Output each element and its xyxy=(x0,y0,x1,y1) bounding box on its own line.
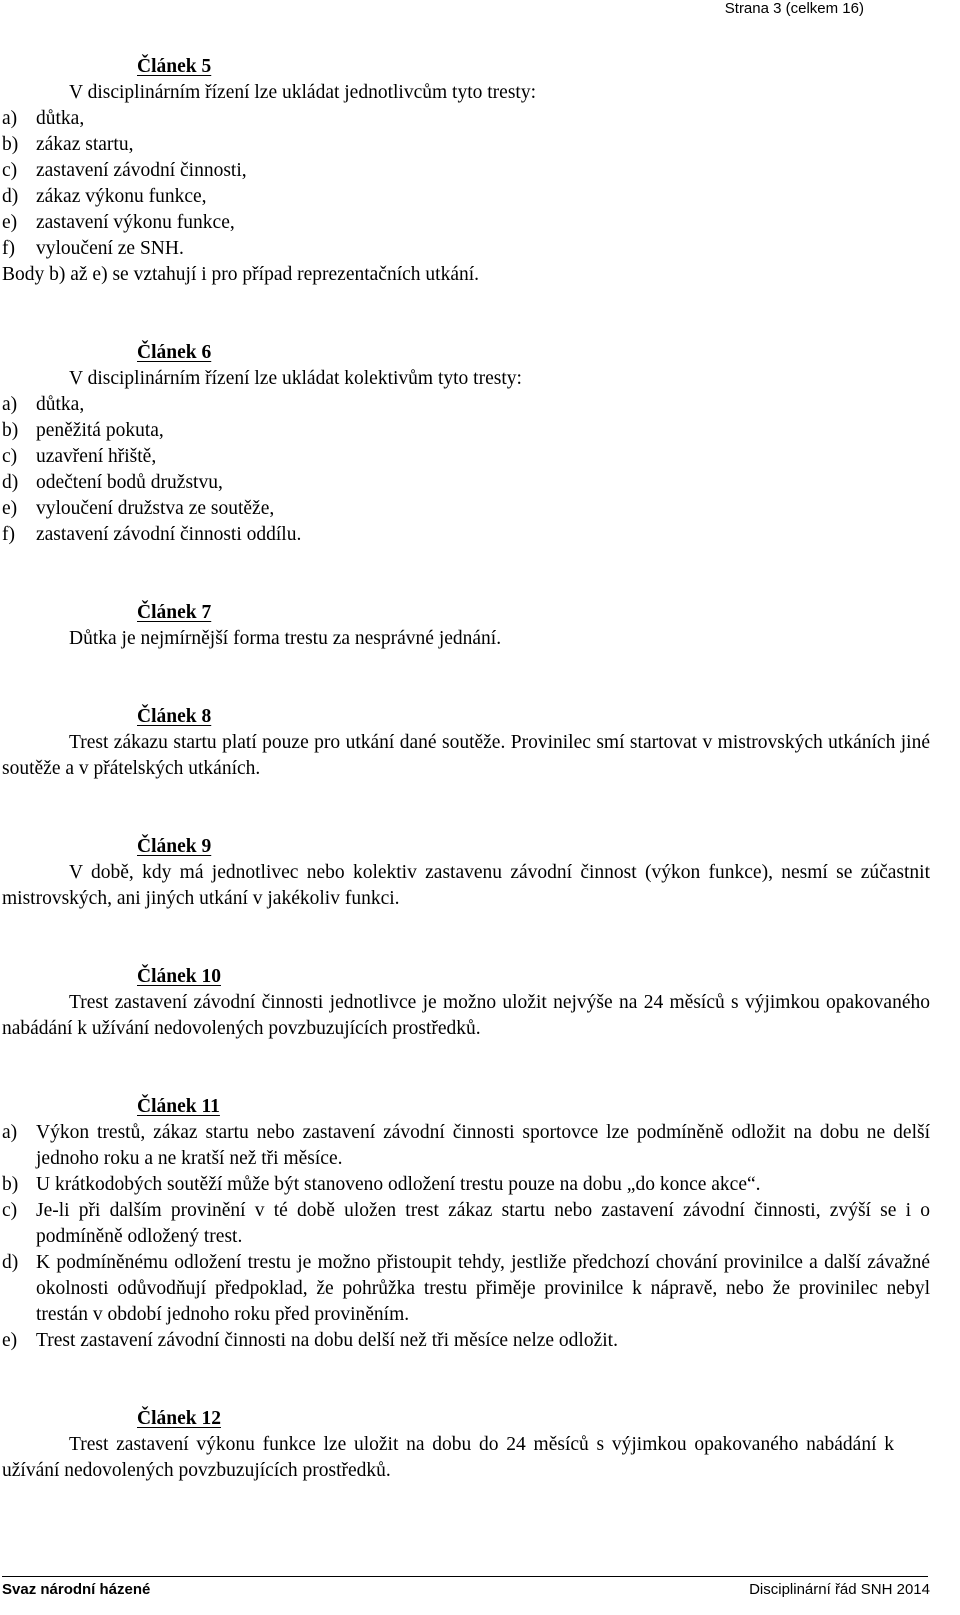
list-item xyxy=(2,132,930,158)
list-text: zastavení závodní činnosti, xyxy=(36,160,247,181)
article-5 xyxy=(2,54,930,288)
article-12 xyxy=(2,1406,930,1484)
list-item xyxy=(2,1250,930,1328)
article-intro: V disciplinárním řízení lze ukládat jednotlivcům tyto tresty: xyxy=(69,82,536,103)
article-9 xyxy=(2,834,930,912)
list-label: d) xyxy=(2,186,19,207)
list-item xyxy=(2,1198,930,1250)
list-label: a) xyxy=(2,1122,18,1143)
list-text: uzavření hřiště, xyxy=(36,446,157,467)
article-text: Trest zastavení výkonu funkce lze uložit na dobu do 24 měsíců s výjimkou opakovaného nabádání k užívání nedovolených povzbuzujících prostředků. xyxy=(2,1434,894,1481)
list-text: zákaz výkonu funkce, xyxy=(36,186,207,207)
list-text: zastavení výkonu funkce, xyxy=(36,212,235,233)
list-label: d) xyxy=(2,472,19,493)
list-item xyxy=(2,210,930,236)
list-item xyxy=(2,236,930,262)
list-item xyxy=(2,496,930,522)
list-label: e) xyxy=(2,1330,18,1351)
article-11 xyxy=(2,1094,930,1354)
document-body xyxy=(2,54,930,1484)
article-title: Článek 11 xyxy=(137,1096,220,1117)
list-label: c) xyxy=(2,1200,18,1221)
footer-divider xyxy=(2,1576,928,1577)
article-title: Článek 5 xyxy=(137,56,212,77)
article-10 xyxy=(2,964,930,1042)
list-text: důtka, xyxy=(36,394,85,415)
list-label: a) xyxy=(2,108,18,129)
article-text: Trest zastavení závodní činnosti jednotlivce je možno uložit nejvýše na 24 měsíců s výjimkou opakovaného nabádání k užívání nedovolených povzbuzujících prostředků. xyxy=(2,992,930,1039)
list-label: d) xyxy=(2,1252,19,1273)
article-note: Body b) až e) se vztahují i pro případ reprezentačních utkání. xyxy=(2,264,480,285)
list-text: Trest zastavení závodní činnosti na dobu delší než tři měsíce nelze odložit. xyxy=(36,1330,618,1351)
list-item xyxy=(2,184,930,210)
list-text: vyloučení družstva ze soutěže, xyxy=(36,498,275,519)
list-text: Výkon trestů, zákaz startu nebo zastavení závodní činnosti sportovce lze podmíněně odložit na dobu ne delší jednoho roku a ne kratší než tři měsíce. xyxy=(36,1122,930,1169)
list-item xyxy=(2,106,930,132)
list-item xyxy=(2,522,930,548)
article-text: Trest zákazu startu platí pouze pro utkání dané soutěže. Provinilec smí startovat v mistrovských utkáních jiné soutěže a v přátelských utkáních. xyxy=(2,732,930,779)
list-text: zastavení závodní činnosti oddílu. xyxy=(36,524,302,545)
article-title: Článek 6 xyxy=(137,342,212,363)
page-number: Strana 3 (celkem 16) xyxy=(724,0,864,17)
article-title: Článek 7 xyxy=(137,602,212,623)
list-text: K podmíněnému odložení trestu je možno přistoupit tehdy, jestliže předchozí chování provinilce a další závažné okolnosti odůvodňují předpoklad, že pohrůžka trestu přiměje provinilce k nápravě, nebo že provinilec nebyl trestán v období jednoho roku před proviněním. xyxy=(36,1252,930,1325)
list-label: b) xyxy=(2,134,19,155)
article-title: Článek 12 xyxy=(137,1408,221,1429)
list-text: zákaz startu, xyxy=(36,134,134,155)
list-text: U krátkodobých soutěží může být stanoveno odložení trestu pouze na dobu „do konce akce“. xyxy=(36,1174,761,1195)
list-label: c) xyxy=(2,446,18,467)
list-item xyxy=(2,158,930,184)
list-text: odečtení bodů družstvu, xyxy=(36,472,223,493)
article-6 xyxy=(2,340,930,548)
list-label: b) xyxy=(2,420,19,441)
list-item xyxy=(2,1120,930,1172)
list-item xyxy=(2,1172,930,1198)
list-label: a) xyxy=(2,394,18,415)
list-label: f) xyxy=(2,238,15,259)
list-item xyxy=(2,1328,930,1354)
list-text: Je-li při dalším provinění v té době uložen trest zákaz startu nebo zastavení závodní činnosti, zvýší se i o podmíněně odložený trest. xyxy=(36,1200,930,1247)
list-item xyxy=(2,392,930,418)
list-text: vyloučení ze SNH. xyxy=(36,238,184,259)
list-text: peněžitá pokuta, xyxy=(36,420,164,441)
list-item xyxy=(2,444,930,470)
article-8 xyxy=(2,704,930,782)
list-text: důtka, xyxy=(36,108,85,129)
footer-document-name: Disciplinární řád SNH 2014 xyxy=(749,1581,930,1598)
article-title: Článek 8 xyxy=(137,706,212,727)
footer-organization: Svaz národní házené xyxy=(2,1581,151,1598)
list-label: e) xyxy=(2,212,18,233)
list-item xyxy=(2,470,930,496)
list-label: f) xyxy=(2,524,15,545)
article-title: Článek 10 xyxy=(137,966,221,987)
article-text: Důtka je nejmírnější forma trestu za nesprávné jednání. xyxy=(69,628,502,649)
article-intro: V disciplinárním řízení lze ukládat kolektivům tyto tresty: xyxy=(69,368,522,389)
article-title: Článek 9 xyxy=(137,836,212,857)
article-7 xyxy=(2,600,930,652)
list-label: c) xyxy=(2,160,18,181)
list-label: e) xyxy=(2,498,18,519)
list-label: b) xyxy=(2,1174,19,1195)
list-item xyxy=(2,418,930,444)
article-text: V době, kdy má jednotlivec nebo kolektiv zastavenu závodní činnost (výkon funkce), nesmí se zúčastnit mistrovských, ani jiných utkání v jakékoliv funkci. xyxy=(2,862,930,909)
